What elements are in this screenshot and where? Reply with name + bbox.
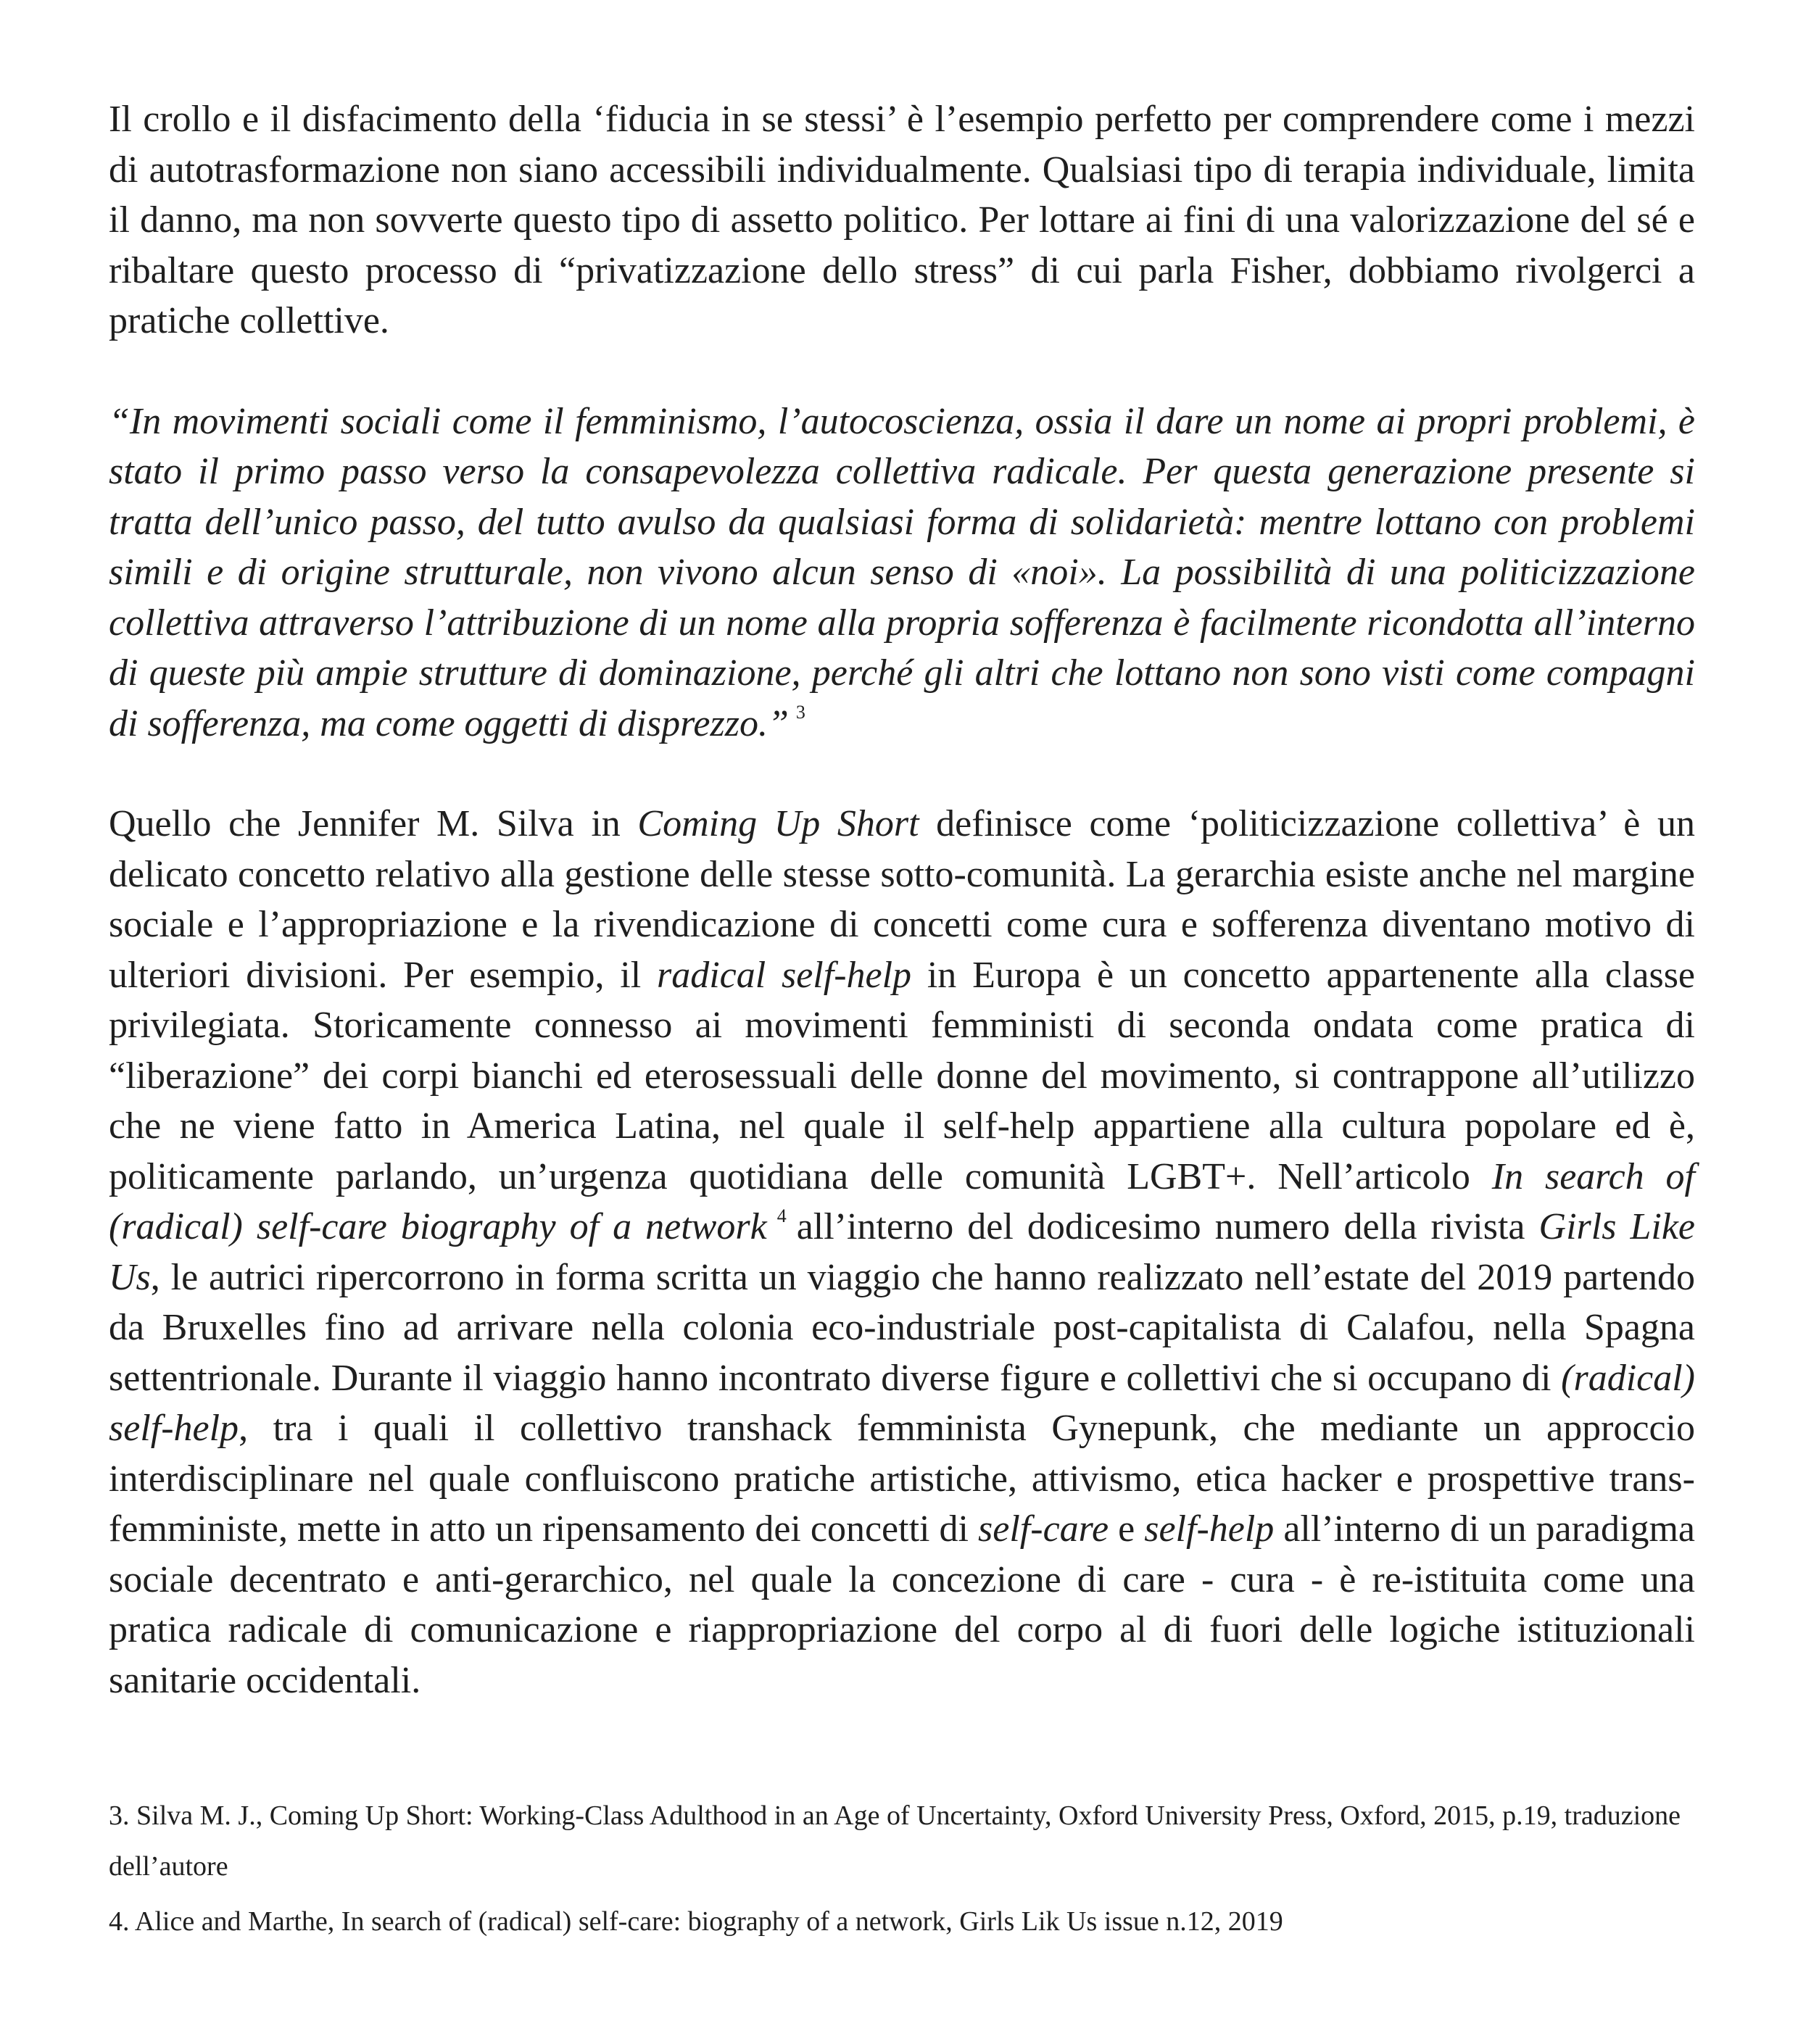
paragraph-intro: Il crollo e il disfacimento della ‘fiducia in se stessi’ è l’esempio perfetto per comprendere come i mezzi di autotrasformazione non siano accessibili individualmente. Qualsiasi tipo di terapia individuale, limita il danno, ma non sovverte questo tipo di assetto politico. Per lottare ai fini di una valorizzazione del sé e ribaltare questo processo di “privatizzazione dello stress” di cui parla Fisher, dobbiamo rivolgerci a pratiche collettive. bbox=[109, 99, 1695, 341]
term-italic: self-help bbox=[1144, 1508, 1275, 1550]
paragraph-segment: in Europa è un concetto appartenente alla classe privilegiata. Storicamente connesso ai movimenti femministi di seconda ondata come pratica di “liberazione” dei corpi bianchi ed eterosessuali delle donne del movimento, si contrappone all’utilizzo che ne viene fatto in America Latina, nel quale il self-help appartiene alla cultura popolare ed è, politicamente parlando, un’urgenza quotidiana delle comunità LGBT+. Nell’articolo bbox=[109, 954, 1696, 1197]
term-italic: (radical) self-help bbox=[109, 1357, 1695, 1449]
book-title: Coming Up Short bbox=[637, 803, 919, 844]
footnote-reference[interactable]: 3 bbox=[795, 702, 805, 723]
paragraph-segment: definisce come ‘politicizzazione collettiva’ è un delicato concetto relativo alla gestione delle stesse sotto-comunità. La gerarchia esiste anche nel margine sociale e l’appropriazione e la rivendicazione di concetti come cura e sofferenza diventano motivo di ulteriori divisioni. Per esempio, il bbox=[109, 803, 1695, 996]
body-text bbox=[109, 94, 1695, 1706]
paragraph-segment: , tra i quali il collettivo transhack femminista Gynepunk, che mediante un approccio interdisciplinare nel quale confluiscono pratiche artistiche, attivismo, etica hacker e prospettive trans-femministe, mette in atto un ripensamento dei concetti di bbox=[109, 1408, 1695, 1550]
quote-text: “In movimenti sociali come il femminismo, l’autocoscienza, ossia il dare un nome ai propri problemi, è stato il primo passo verso la consapevolezza collettiva radicale. Per questa generazione presente si tratta dell’unico passo, del tutto avulso da qualsiasi forma di solidarietà: mentre lottano con problemi simili e di origine strutturale, non vivono alcun senso di «noi». La possibilità di una politicizzazione collettiva attraverso l’attribuzione di un nome alla propria sofferenza è facilmente ricondotta all’interno di queste più ampie strutture di dominazione, perché gli altri che lottano non sono visti come compagni di sofferenza, ma come oggetti di disprezzo.” bbox=[109, 400, 1695, 744]
paragraph-main bbox=[109, 799, 1695, 1706]
footnote-reference[interactable]: 4 bbox=[776, 1205, 787, 1226]
paragraph-segment: Quello che Jennifer M. Silva in bbox=[109, 803, 638, 844]
footnote-3: 3. Silva M. J., Coming Up Short: Working-Class Adulthood in an Age of Uncertainty, Oxford University Press, Oxford, 2015, p.19, traduzione dell’autore bbox=[109, 1800, 1681, 1882]
footnotes bbox=[109, 1790, 1695, 1947]
article-title: In search of (radical) self-care biography of a network bbox=[109, 1155, 1696, 1247]
block-quote bbox=[109, 396, 1695, 749]
paragraph-segment: all’interno di un paradigma sociale decentrato e anti-gerarchico, nel quale la concezione di care - cura - è re-istituita come una pratica radicale di comunicazione e riappropriazione del corpo al di fuori delle logiche istituzionali sanitarie occidentali. bbox=[109, 1508, 1695, 1701]
paragraph-segment: all’interno del dodicesimo numero della rivista bbox=[796, 1206, 1539, 1247]
term-italic: self-care bbox=[978, 1508, 1109, 1550]
term-italic: radical self-help bbox=[656, 954, 912, 996]
paragraph-segment: , le autrici ripercorrono in forma scritta un viaggio che hanno realizzato nell’estate del 2019 partendo da Bruxelles fino ad arrivare nella colonia eco-industriale post-capitalista di Calafou, nella Spagna settentrionale. Durante il viaggio hanno incontrato diverse figure e collettivi che si occupano di bbox=[109, 1256, 1695, 1399]
paragraph-segment: e bbox=[1109, 1508, 1145, 1550]
magazine-title: Girls Like Us bbox=[109, 1206, 1695, 1298]
footnote-4: 4. Alice and Marthe, In search of (radical) self-care: biography of a network, Girls Lik Us issue n.12, 2019 bbox=[109, 1906, 1283, 1937]
